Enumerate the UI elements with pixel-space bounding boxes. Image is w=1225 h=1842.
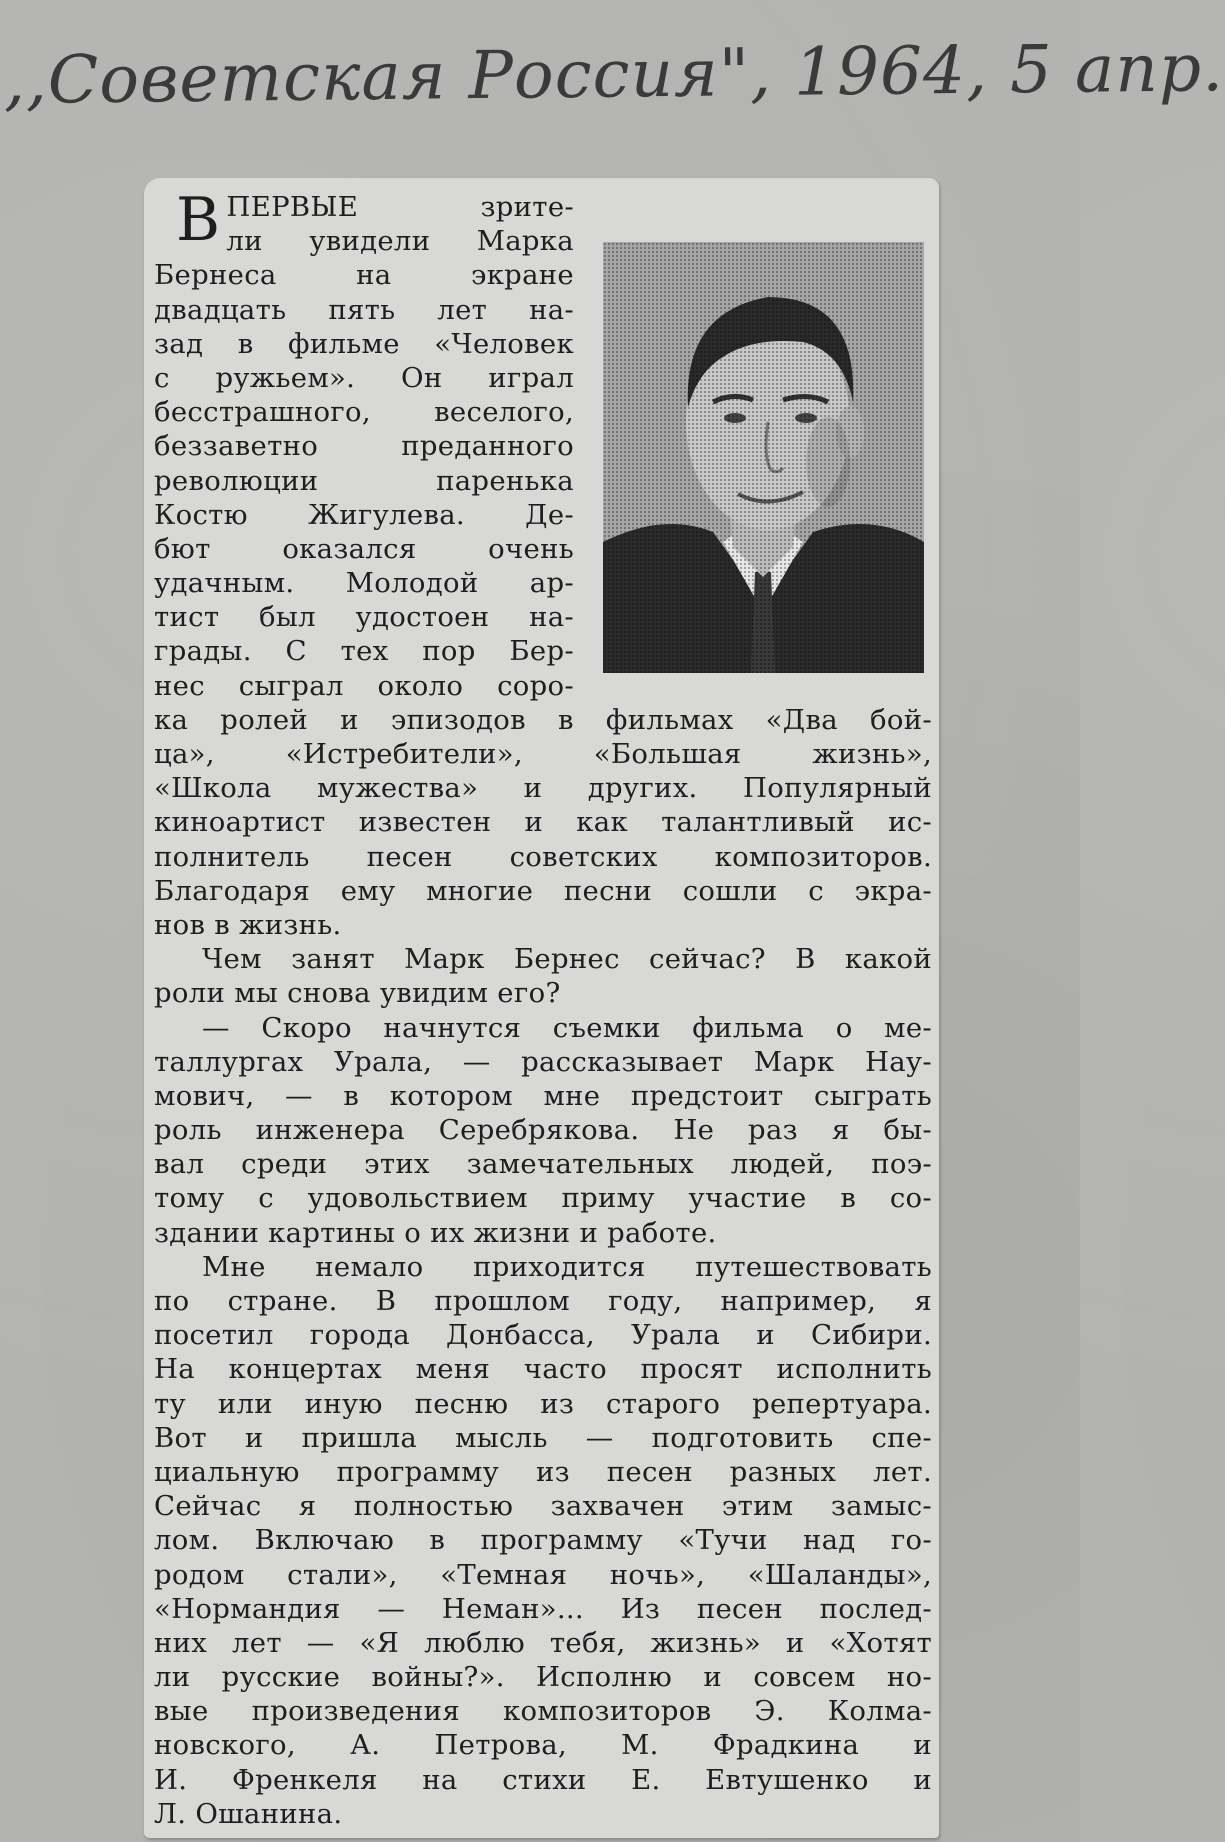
article-line: роли мы снова увидим его? (154, 977, 561, 1010)
article-line: тому с удовольствием приму участие в со- (154, 1182, 932, 1215)
article-line: Благодаря ему многие песни сошли с экра- (154, 874, 932, 907)
article-line: вал среди этих замечательных людей, поэ- (154, 1148, 932, 1181)
article-line: На концертах меня часто просят исполнить (154, 1353, 932, 1386)
article-line: бесстрашного, веселого, (154, 396, 574, 429)
article-line: нес сыграл около соро- (154, 669, 574, 702)
article-line: Сейчас я полностью захвачен этим замыс- (154, 1490, 932, 1523)
article-line: здании картины о их жизни и работе. (154, 1216, 717, 1249)
article-line: зад в фильме «Человек (154, 327, 574, 360)
article-line: революции паренька (154, 464, 574, 497)
article-line: бют оказался очень (154, 532, 574, 565)
article-line: циальную программу из песен разных лет. (154, 1455, 932, 1488)
article-line: вые произведения композиторов Э. Колма- (154, 1695, 932, 1728)
article-line: киноартист известен и как талантливый ис- (154, 806, 932, 839)
article-line: И. Френкеля на стихи Е. Евтушенко и (154, 1763, 932, 1796)
handwritten-source-note: ,,Советская Россия", 1964, 5 апр. (3, 29, 1225, 119)
article-line: двадцать пять лет на- (154, 293, 574, 326)
newspaper-clipping (144, 178, 939, 1838)
article-line: новского, А. Петрова, М. Фрадкина и (154, 1729, 932, 1762)
article-line: Бернеса на экране (154, 259, 574, 292)
article-line: «Нормандия — Неман»... Из песен послед- (154, 1592, 932, 1625)
article-line: полнитель песен советских композиторов. (154, 840, 932, 873)
article-line: по стране. В прошлом году, например, я (154, 1285, 932, 1317)
article-line: родом стали», «Темная ночь», «Шаланды», (154, 1558, 932, 1591)
article-line: ли увидели Марка (226, 225, 574, 258)
article-line: тист был удостоен на- (154, 601, 574, 634)
article-line: Чем занят Марк Бернес сейчас? В какой (202, 943, 932, 976)
article-line: роль инженера Серебрякова. Не раз я бы- (154, 1114, 932, 1147)
article-line: беззаветно преданного (154, 430, 574, 463)
article-line: ли русские войны?». Исполню и совсем но- (154, 1661, 932, 1694)
article-line: ту или иную песню из старого репертуара. (154, 1387, 932, 1420)
article-line: ца», «Истребители», «Большая жизнь», (154, 738, 932, 770)
article-line: ПЕРВЫЕ зрите- (226, 191, 574, 223)
article-line: нов в жизнь. (154, 908, 342, 941)
article-line: ка ролей и эпизодов в фильмах «Два бой- (154, 703, 932, 736)
dropcap-letter: В (176, 185, 221, 255)
article-line: них лет — «Я люблю тебя, жизнь» и «Хотят (154, 1626, 932, 1659)
article-line: «Школа мужества» и других. Популярный (154, 772, 932, 805)
article-line: Вот и пришла мысль — подготовить спе- (154, 1421, 932, 1454)
article-line: лом. Включаю в программу «Тучи над го- (154, 1524, 932, 1557)
article-line: таллургах Урала, — рассказывает Марк Нау- (154, 1045, 932, 1078)
article-line: — Скоро начнутся съемки фильма о ме- (202, 1011, 932, 1044)
article-line: грады. С тех пор Бер- (154, 635, 574, 668)
article-line: посетил города Донбасса, Урала и Сибири. (154, 1319, 932, 1352)
article-line: Мне немало приходится путешествовать (202, 1250, 932, 1283)
article-line: удачным. Молодой ар- (154, 567, 574, 600)
article-line: Костю Жигулева. Де- (154, 498, 574, 531)
article-line: Л. Ошанина. (154, 1797, 343, 1830)
article-line: с ружьем». Он играл (154, 361, 574, 394)
article-line: мович, — в котором мне предстоит сыграть (154, 1079, 932, 1112)
article-body (154, 185, 932, 1831)
